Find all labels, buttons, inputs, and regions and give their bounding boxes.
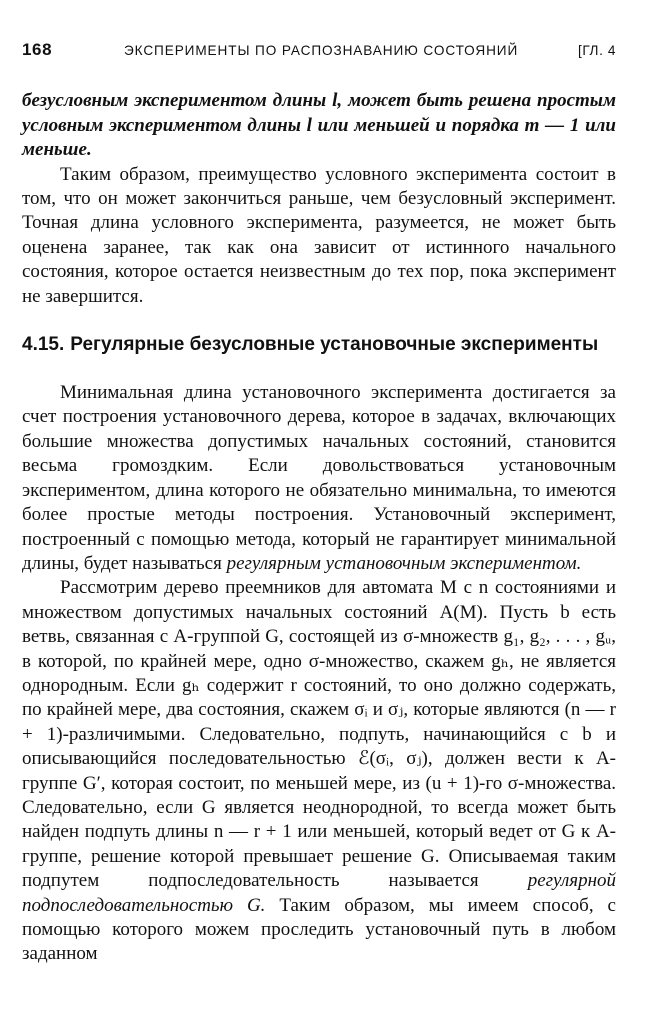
- emphasized-term: регулярным установочным экспериментом.: [226, 552, 582, 574]
- paragraph-successor-tree: [22, 576, 616, 967]
- emphasized-term: регулярной подпоследовательностью G.: [22, 870, 616, 916]
- paragraph-text: Рассмотрим дерево преемников для автомата M с n состояниями и множеством допустимых начальных состояний A(M). Пусть b есть ветвь, связанная с A-группой G, состоящей из σ-множеств g₁, g₂, . . . , gᵤ, в которой, по крайней мере, одно σ-множество, скажем gₕ, не является однородным. Если gₕ содержит r состояний, то оно должно содержать, по крайней мере, два состояния, скажем σᵢ и σⱼ, которые являются (n — r + 1)-различимыми. Следовательно, подпуть, начинающийся с b и описывающийся последовательностью ℰ(σᵢ, σⱼ), должен вести к A-группе G′, которая состоит, по меньшей мере, из (u + 1)-го σ-множества. Следовательно, если G является неоднородной, то всегда может быть найден подпуть длины n — r + 1 или меньшей, который ведет от G к A-группе, решение которой превышает решение G. Описываемая таким подпутем подпоследовательность называется: [22, 577, 616, 892]
- section-number: 4.15.: [22, 334, 65, 356]
- section-heading: [22, 333, 616, 357]
- paragraph-text: Минимальная длина установочного эксперимента достигается за счет построения установочного дерева, которое в задачах, включающих большие множества допустимых начальных состояний, становится весьма громоздким. Если довольствоваться установочным экспериментом, длина которого не обязательно минимальна, то имеются более простые методы построения. Установочный эксперимент, построенный с помощью метода, который не гарантирует минимальной длины, будет называться: [22, 382, 616, 574]
- section-title: Регулярные безусловные установочные эксперименты: [70, 334, 599, 356]
- paragraph-minimal-length: [22, 381, 616, 576]
- paragraph-conditional-advantage: Таким образом, преимущество условного эксперимента состоит в том, что он может закончиться раньше, чем безусловный эксперимент. Точная длина условного эксперимента, разумеется, не может быть оценена заранее, так как она зависит от истинного начального состояния, которое остается неизвестным до тех пор, пока эксперимент не завершится.: [22, 163, 616, 307]
- running-header: [22, 38, 616, 63]
- italic-continuation: безусловным экспериментом длины l, может быть решена простым условным экспериментом длины l или меньшей и порядка m — 1 или меньше.: [22, 90, 616, 161]
- book-page: [22, 38, 616, 967]
- paragraph-text: Таким образом, мы имеем способ, с помощью которого можем проследить установочный путь в любом заданном: [22, 894, 616, 965]
- page-number: 168: [22, 40, 53, 59]
- chapter-marker: [ГЛ. 4: [577, 43, 616, 58]
- running-title: ЭКСПЕРИМЕНТЫ ПО РАСПОЗНАВАНИЮ СОСТОЯНИЙ: [124, 43, 519, 58]
